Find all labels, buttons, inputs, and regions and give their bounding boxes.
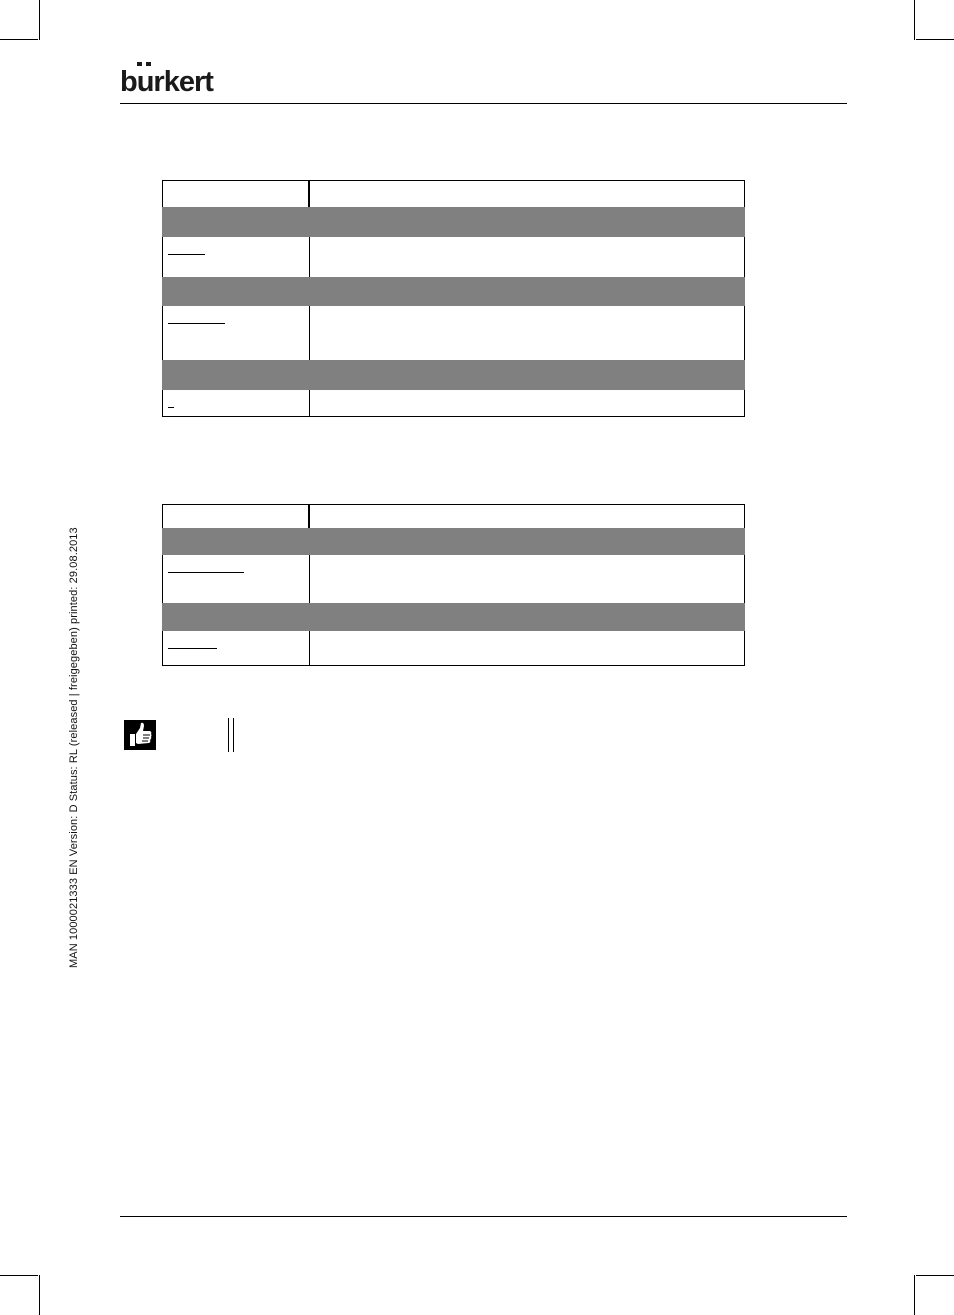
table-row [163,237,745,277]
crop-mark [914,0,915,40]
row-label-cell [163,390,310,417]
crop-mark [0,39,38,40]
section-band [163,277,745,306]
crop-mark [0,1275,38,1276]
row-value-cell [309,306,745,360]
burkert-logo [120,62,226,96]
row-value-cell [309,390,745,417]
crop-mark [916,1275,954,1276]
section-band [163,528,745,555]
spec-table-1 [162,180,745,417]
table-row [163,306,745,360]
table-header-row [163,505,745,529]
table-row [163,390,745,417]
note-divider [228,718,236,752]
section-band [163,207,745,237]
row-value-cell [309,555,745,603]
section-band [163,360,745,390]
row-label-cell [163,237,310,277]
row-label-cell [163,306,310,360]
header-cell [163,181,310,208]
row-label-cell [163,555,310,603]
section-band [163,603,745,631]
footer-rule [120,1216,847,1217]
row-label-cell [163,631,310,666]
header-cell [309,505,745,529]
table-row [163,631,745,666]
crop-mark [39,0,40,40]
spec-table-2 [162,504,745,666]
crop-mark [39,1275,40,1315]
crop-mark [914,1275,915,1315]
table-row [163,555,745,603]
table-header-row [163,181,745,208]
row-value-cell [309,237,745,277]
logo-text: burkert [120,66,213,98]
header-cell [309,181,745,208]
row-value-cell [309,631,745,666]
crop-mark [916,39,954,40]
header-rule [120,103,847,104]
document-info: MAN 1000021333 EN Version: D Status: RL (released | freigegeben) printed: 29.08.2013 [68,527,80,968]
header-cell [163,505,310,529]
thumbs-up-icon [124,720,156,750]
